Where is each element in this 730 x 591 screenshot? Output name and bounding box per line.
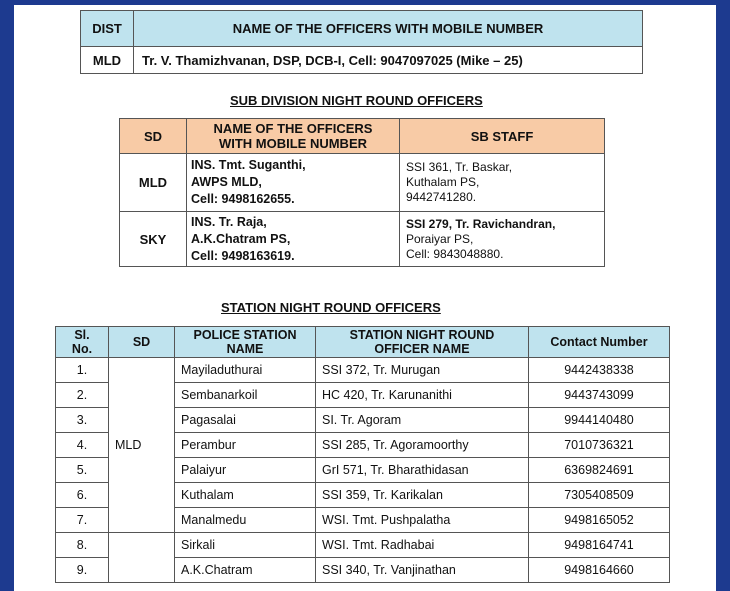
text-line: INS. Tmt. Suganthi,	[191, 158, 306, 172]
sl-no-cell: 7.	[56, 508, 109, 533]
table-row	[56, 358, 670, 383]
header-sd: SD	[120, 119, 187, 154]
officer-cell: Tr. V. Thamizhvanan, DSP, DCB-I, Cell: 9047097025 (Mike – 25)	[134, 47, 643, 74]
table-header-row	[56, 327, 670, 358]
text-line: Cell: 9498163619.	[191, 248, 295, 263]
station-heading: STATION NIGHT ROUND OFFICERS	[221, 300, 441, 315]
station-table	[55, 326, 670, 583]
officer-cell: SSI 359, Tr. Karikalan	[316, 483, 529, 508]
sl-no-cell: 5.	[56, 458, 109, 483]
table-row	[56, 533, 670, 558]
header-line: NAME OF THE OFFICERS	[213, 121, 373, 136]
text-line: AWPS MLD,	[191, 175, 262, 189]
officer-cell: GrI 571, Tr. Bharathidasan	[316, 458, 529, 483]
sd-cell: MLD	[109, 358, 175, 533]
contact-cell: 9443743099	[529, 383, 670, 408]
contact-cell: 6369824691	[529, 458, 670, 483]
header-line: NAME	[226, 342, 264, 356]
sl-no-cell: 4.	[56, 433, 109, 458]
staff-cell	[400, 154, 605, 212]
sl-no-cell: 2.	[56, 383, 109, 408]
sd-cell: SKY	[120, 212, 187, 267]
officer-cell	[187, 212, 400, 267]
police-station-cell: Palaiyur	[175, 458, 316, 483]
header-line: WITH MOBILE NUMBER	[218, 136, 368, 151]
table-row	[81, 47, 643, 74]
officer-cell: WSI. Tmt. Radhabai	[316, 533, 529, 558]
header-officer-name	[187, 119, 400, 154]
subdivision-table	[119, 118, 605, 267]
contact-cell: 7010736321	[529, 433, 670, 458]
sd-cell	[109, 533, 175, 583]
officer-cell: SSI 285, Tr. Agoramoorthy	[316, 433, 529, 458]
header-police-station	[175, 327, 316, 358]
text-line: Poraiyar PS,	[406, 231, 474, 246]
header-sd: SD	[109, 327, 175, 358]
table-row	[120, 154, 605, 212]
header-sb-staff: SB STAFF	[400, 119, 605, 154]
contact-cell: 9498164741	[529, 533, 670, 558]
sd-cell: MLD	[120, 154, 187, 212]
sl-no-cell: 3.	[56, 408, 109, 433]
contact-cell: 9498165052	[529, 508, 670, 533]
header-line: POLICE STATION	[193, 328, 297, 342]
police-station-cell: Manalmedu	[175, 508, 316, 533]
contact-cell: 9498164660	[529, 558, 670, 583]
officer-cell: HC 420, Tr. Karunanithi	[316, 383, 529, 408]
contact-cell: 9944140480	[529, 408, 670, 433]
text-line: Cell: 9498162655.	[191, 192, 295, 206]
page-top-border	[14, 0, 716, 5]
header-line: OFFICER NAME	[374, 342, 470, 356]
header-officer-name	[316, 327, 529, 358]
officer-cell: SSI 372, Tr. Murugan	[316, 358, 529, 383]
sl-no-cell: 8.	[56, 533, 109, 558]
subdivision-heading: SUB DIVISION NIGHT ROUND OFFICERS	[230, 93, 483, 108]
text-line: A.K.Chatram PS,	[191, 231, 291, 246]
sl-no-cell: 9.	[56, 558, 109, 583]
header-sl-no	[56, 327, 109, 358]
police-station-cell: Mayiladuthurai	[175, 358, 316, 383]
header-officer-name: NAME OF THE OFFICERS WITH MOBILE NUMBER	[134, 11, 643, 47]
officer-cell: SSI 340, Tr. Vanjinathan	[316, 558, 529, 583]
sl-no-cell: 1.	[56, 358, 109, 383]
header-contact-number: Contact Number	[529, 327, 670, 358]
header-line: No.	[71, 342, 93, 356]
police-station-cell: Perambur	[175, 433, 316, 458]
table-header-row	[81, 11, 643, 47]
police-station-cell: Sirkali	[175, 533, 316, 558]
officer-cell: WSI. Tmt. Pushpalatha	[316, 508, 529, 533]
police-station-cell: A.K.Chatram	[175, 558, 316, 583]
station-table-body	[56, 358, 670, 583]
dist-cell: MLD	[81, 47, 134, 74]
text-line: Kuthalam PS,	[406, 175, 480, 189]
text-line: INS. Tr. Raja,	[191, 214, 267, 229]
staff-cell	[400, 212, 605, 267]
document-page	[14, 0, 716, 591]
text-line: SSI 279, Tr. Ravichandran,	[406, 216, 556, 231]
header-line: STATION NIGHT ROUND	[349, 328, 495, 342]
district-officer-table	[80, 10, 643, 74]
header-line: Sl.	[74, 328, 90, 342]
contact-cell: 7305408509	[529, 483, 670, 508]
officer-cell	[187, 154, 400, 212]
officer-cell: SI. Tr. Agoram	[316, 408, 529, 433]
police-station-cell: Sembanarkoil	[175, 383, 316, 408]
text-line: 9442741280.	[406, 190, 477, 204]
police-station-cell: Kuthalam	[175, 483, 316, 508]
text-line: SSI 361, Tr. Baskar,	[406, 160, 513, 174]
table-row	[120, 212, 605, 267]
header-dist: DIST	[81, 11, 134, 47]
text-line: Cell: 9843048880.	[406, 246, 504, 261]
police-station-cell: Pagasalai	[175, 408, 316, 433]
table-header-row	[120, 119, 605, 154]
contact-cell: 9442438338	[529, 358, 670, 383]
sl-no-cell: 6.	[56, 483, 109, 508]
